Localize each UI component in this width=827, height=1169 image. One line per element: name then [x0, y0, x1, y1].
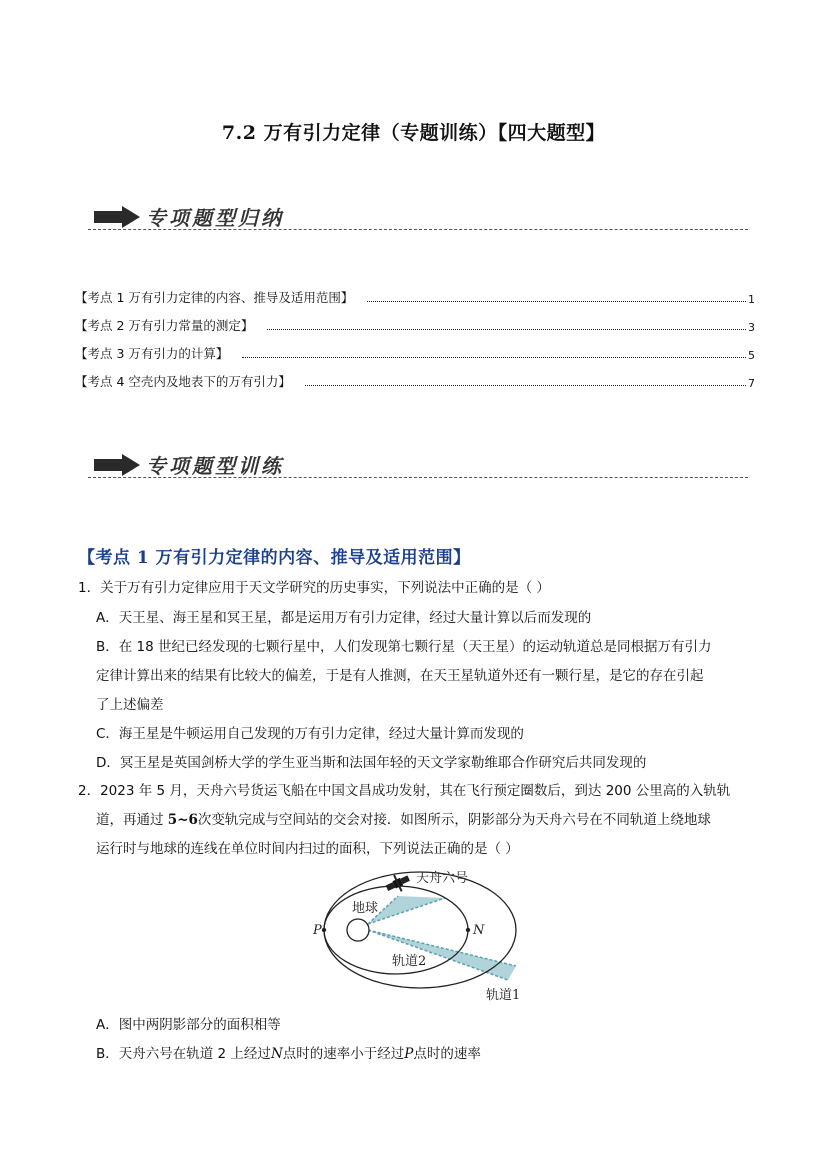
option-text: 点时的速率小于经过 — [282, 1046, 405, 1062]
toc-leader — [305, 385, 746, 386]
option-b[interactable] — [96, 1042, 481, 1062]
option-text: B．天舟六号在轨道 2 上经过 — [96, 1046, 271, 1062]
symbol-p: P — [404, 1046, 414, 1062]
toc-item-page: 7 — [748, 377, 755, 390]
option-c[interactable]: C．海王星是牛顿运用自己发现的万有引力定律，经过大量计算而发现的 — [96, 726, 524, 742]
question-stem — [96, 806, 711, 835]
question-1 — [78, 574, 758, 774]
toc-item[interactable] — [75, 316, 755, 334]
question-stem: 2．2023 年 5 月，天舟六号货运飞船在中国文昌成功发射，其在飞行预定圈数后，到达 200 公里高的入轨轨 — [78, 783, 731, 799]
toc-item[interactable] — [75, 344, 755, 362]
arrow-icon — [94, 454, 140, 476]
option-text: 点时的速率 — [413, 1046, 481, 1062]
symbol-n: N — [270, 1046, 283, 1062]
divider — [88, 477, 748, 478]
toc-item[interactable] — [75, 372, 755, 390]
toc-leader — [267, 329, 746, 330]
toc-item-page: 3 — [748, 321, 755, 334]
earth-icon — [347, 919, 369, 941]
section-banner-summary — [88, 198, 748, 238]
stem-text: 次变轨完成与空间站的交会对接．如图所示，阴影部分为天舟六号在不同轨道上绕地球 — [197, 812, 711, 828]
orbit-diagram — [310, 862, 540, 1012]
toc-item-label: 【考点 2 万有引力常量的测定】 — [75, 318, 254, 333]
label-n: N — [473, 923, 485, 938]
label-orbit1: 轨道1 — [486, 988, 521, 1003]
toc-leader — [242, 357, 746, 358]
label-orbit2: 轨道2 — [392, 954, 427, 969]
point-p — [322, 928, 326, 932]
toc-item-page: 1 — [748, 293, 755, 306]
page-title: 7.2 万有引力定律（专题训练）【四大题型】 — [221, 122, 606, 144]
arrow-icon — [94, 206, 140, 228]
banner-title: 专项题型归纳 — [146, 206, 284, 230]
toc-item-label: 【考点 1 万有引力定律的内容、推导及适用范围】 — [75, 290, 354, 305]
label-earth: 地球 — [352, 901, 379, 916]
stem-text: 道，再通过 — [96, 812, 168, 828]
label-spacecraft: 天舟六号 — [416, 871, 469, 886]
banner-title: 专项题型训练 — [146, 454, 284, 478]
question-stem: 运行时与地球的连线在单位时间内扫过的面积，下列说法正确的是（ ） — [96, 841, 519, 857]
toc-item-label: 【考点 3 万有引力的计算】 — [75, 346, 229, 361]
option-d[interactable]: D．冥王星是英国剑桥大学的学生亚当斯和法国年轻的天文学家勒维耶合作研究后共同发现的 — [96, 755, 647, 771]
section-heading: 【考点 1 万有引力定律的内容、推导及适用范围】 — [78, 548, 471, 568]
toc-leader — [367, 301, 746, 302]
question-2 — [78, 777, 768, 867]
stem-number: 5~6 — [167, 812, 198, 828]
toc-item-label: 【考点 4 空壳内及地表下的万有引力】 — [75, 374, 291, 389]
option-b-cont: 定律计算出来的结果有比较大的偏差，于是有人推测，在天王星轨道外还有一颗行星，是它的存在引起 — [96, 668, 704, 684]
option-a[interactable]: A．图中两阴影部分的面积相等 — [96, 1017, 281, 1033]
option-a[interactable]: A．天王星、海王星和冥王星，都是运用万有引力定律，经过大量计算以后而发现的 — [96, 610, 592, 626]
option-b-cont: 了上述偏差 — [96, 697, 164, 713]
label-p: P — [313, 923, 322, 938]
shaded-sector-orbit1 — [368, 930, 516, 980]
toc-item[interactable] — [75, 288, 755, 306]
question-stem: 1．关于万有引力定律应用于天文学研究的历史事实，下列说法中正确的是（ ） — [78, 580, 550, 596]
point-n — [466, 928, 470, 932]
divider — [88, 229, 748, 230]
section-banner-training — [88, 446, 748, 486]
toc-item-page: 5 — [748, 349, 755, 362]
option-b[interactable]: B．在 18 世纪已经发现的七颗行星中，人们发现第七颗行星（天王星）的运动轨道总是同根据万有引力 — [96, 639, 712, 655]
